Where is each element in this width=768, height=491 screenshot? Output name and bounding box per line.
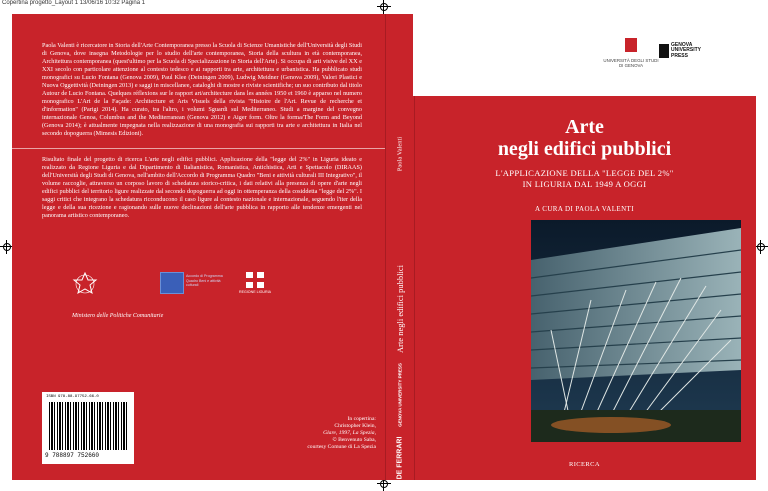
liguria-flag-icon — [246, 272, 264, 288]
cover-photo — [531, 220, 741, 442]
book-summary: Risultato finale del progetto di ricerca L'arte negli edifici pubblici. Applicazione della "legge del 2%" in Liguria ideato e realizzato da Regione Liguria e dal Dipartimento di Italianistica, Romanistica, Antichistica, Arti e Spettacolo (DIRAAS) dell'Università degli Studi di Genova, nell'ambito dell'Accordo di Programma Quadro "Beni e attività culturali III Integrativo", il volume raccoglie, attraverso un corposo lavoro di schedatura storico-critica, i dati relativi alla presenza di opere d'arte negli edifici pubblici del territorio ligure realizzate dal secondo dopoguerra ad oggi in ottemperanza della cosiddetta "legge del 2%". I saggi critici che integrano la schedatura ricconducono il caso ligure al contesto nazionale e internazionale, seguendo l'iter della legge e della sua ricezione e ragionando sulle nuove declinazioni dell'arte pubblica in rapporto alle tendenze emergenti nel panorama artistico contemporaneo. — [42, 156, 362, 219]
book-subtitle: L'APPLICAZIONE DELLA "LEGGE DEL 2%" IN LIGURIA DAL 1949 A OGGI — [495, 168, 674, 189]
editor-credit: A CURA DI PAOLA VALENTI — [535, 205, 634, 213]
programme-logo-text: Accordo di Programma Quadro Beni e attività culturali — [186, 274, 223, 287]
series-label: RICERCA — [569, 461, 600, 468]
programme-logo-icon — [160, 272, 184, 294]
logo-panel — [413, 14, 756, 96]
press-logo-text: GENOVA UNIVERSITY PRESS — [671, 42, 702, 59]
italian-emblem-icon — [72, 272, 98, 296]
registration-mark-right-icon — [754, 240, 768, 254]
spine — [385, 14, 415, 480]
spine-publisher: DE FERRARI — [396, 436, 404, 480]
press-logo-icon — [659, 44, 669, 58]
book-cover — [12, 14, 756, 480]
isbn: ISBN 978-88-97752-66-0 — [46, 395, 99, 399]
divider — [12, 148, 385, 149]
author-bio: Paola Valenti è ricercatore in Storia dell'Arte Contemporanea presso la Scuola di Scienze Umanistiche dell'Università degli Studi di Genova, dove insegna Metodologie per lo studio dell'arte contemporanea, Storia della scultura in età contemporanea, Architettura contemporanea (quest'ultimo per la Scuola di Specializzazione in Storia dell'Arte). Si occupa di arti visive del XX e XXI secolo con particolare attenzione al contesto tedesco e ai rapporti tra arte, architettura e urbanistica. Ha pubblicato studi monografici su Lucio Fontana (Genova 2009), Paul Klee (Deiningen 2009), Ludwig Meidner (Genova 2009), Valori Plastici e Nuova Oggettività (Deiningen 2013) e saggi in miscellanee, cataloghi di mostre e riviste scientifiche; un suo contributo dal titolo Autour de Lucio Fontana. Quelques réflexions sur le rapport art/architecture dans les années 1950 et 1960 è apparso nel numero monografico L'Art de la Façade: Architecture et Arts Visuels della rivista "Histoire de l'Art. Revue de recherche et d'information" (Parigi 2014). Ha curato, tra l'altro, i volumi Sguardi sul Mediterraneo. Studi a margine del convegno internazionale Genoa, Columbus and the Mediterranean (Genova 2012) e Aiger form. Oltre la forma/The Form and Beyond (Genova 2014); è attualmente impegnata nella realizzazione di una monografia sui rapporti tra arte e architettura in Italia nel secondo dopoguerra (Mimesis Edizioni). — [42, 42, 362, 137]
barcode-bars-icon — [49, 402, 127, 450]
front-cover — [413, 14, 756, 480]
back-cover — [12, 14, 385, 480]
spine-press-logo: GENOVA UNIVERSITY PRESS — [397, 363, 403, 427]
ministry-logo — [72, 272, 162, 319]
liguria-logo — [238, 272, 272, 295]
barcode-number: 9 788897 752660 — [45, 452, 100, 459]
university-crest-icon — [625, 38, 637, 52]
ministry-caption: Ministero delle Politiche Comunitarie — [72, 313, 164, 319]
programme-logo — [160, 272, 230, 294]
cover-credit: In copertina: Christopher Klein, Glare, 1997, La Spezia, © Benvenuto Saba, courtesy Comune di La Spezia — [307, 416, 376, 450]
building-sculpture-photo — [531, 220, 741, 442]
file-slug: Copertina progetto_Layout 1 13/06/16 10:32 Pagina 1 — [2, 0, 146, 6]
liguria-logo-text: REGIONE LIGURIA — [239, 290, 271, 294]
book-title: Arte negli edifici pubblici — [497, 116, 672, 160]
spine-author: Paola Valenti — [396, 136, 404, 172]
registration-mark-top-icon — [377, 0, 391, 14]
barcode — [42, 392, 134, 464]
spine-title: Arte negli edifici pubblici — [395, 264, 405, 354]
university-name: UNIVERSITÀ DEGLI STUDI DI GENOVA — [603, 58, 659, 68]
